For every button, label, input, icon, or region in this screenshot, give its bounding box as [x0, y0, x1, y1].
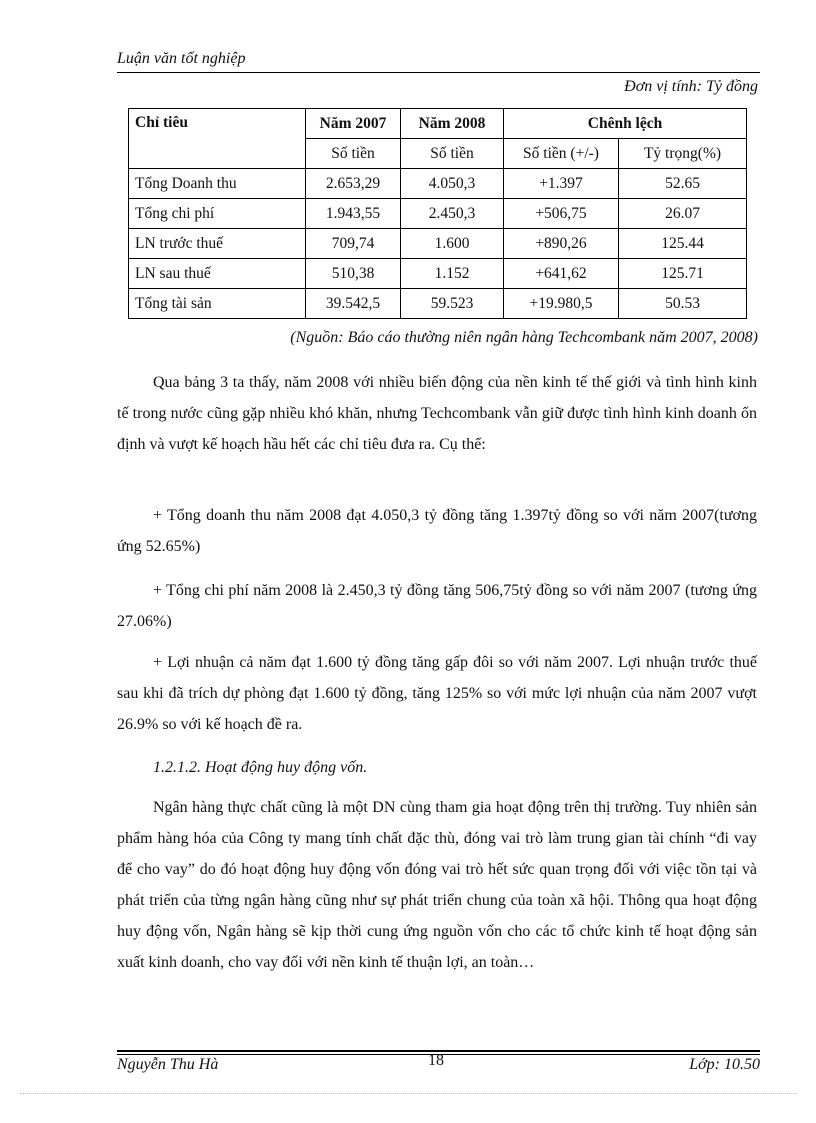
header-nam-2007: Năm 2007	[306, 109, 401, 139]
cell-2007: 1.943,55	[306, 199, 401, 229]
cell-2008: 2.450,3	[401, 199, 504, 229]
subheader-so-tien-diff: Số tiền (+/-)	[504, 139, 619, 169]
cell-diff: +19.980,5	[504, 289, 619, 319]
cell-2007: 510,38	[306, 259, 401, 289]
table-row	[129, 169, 747, 199]
header-chi-tieu: Chỉ tiêu	[129, 109, 306, 169]
paragraph-profit: + Lợi nhuận cả năm đạt 1.600 tỷ đồng tăng gấp đôi so với năm 2007. Lợi nhuận trước thuế sau khi đã trích dự phòng đạt 1.600 tỷ đồng, tăng 125% so với mức lợi nhuận của năm 2007 vượt 26.9% so với kế hoạch đề ra.	[117, 654, 757, 733]
table-row	[129, 259, 747, 289]
paragraph-revenue: + Tổng doanh thu năm 2008 đạt 4.050,3 tỷ đồng tăng 1.397tỷ đồng so với năm 2007(tương ứng 52.65%)	[117, 507, 757, 555]
cell-diff: +1.397	[504, 169, 619, 199]
header-chenh-lech: Chênh lệch	[504, 109, 747, 139]
table-row	[129, 229, 747, 259]
cell-diff: +890,26	[504, 229, 619, 259]
cell-2007: 39.542,5	[306, 289, 401, 319]
table-row	[129, 289, 747, 319]
section-heading: 1.2.1.2. Hoạt động huy động vốn.	[153, 759, 368, 776]
subheader-so-tien-2007: Số tiền	[306, 139, 401, 169]
header-title: Luận văn tốt nghiệp	[117, 50, 246, 67]
cell-2008: 4.050,3	[401, 169, 504, 199]
page-edge-divider	[20, 1093, 796, 1094]
table-header-row	[129, 109, 747, 139]
cell-diff: +641,62	[504, 259, 619, 289]
table-source-note: (Nguồn: Báo cáo thường niên ngân hàng Techcombank năm 2007, 2008)	[290, 329, 758, 346]
financial-table	[128, 108, 747, 319]
paragraph-summary: Qua bảng 3 ta thấy, năm 2008 với nhiều biến động của nền kinh tế thế giới và tình hình kinh tế trong nước cũng gặp nhiều khó khăn, nhưng Techcombank vẫn giữ được tình hình kinh doanh ổn định và vượt kế hoạch hầu hết các chỉ tiêu đưa ra. Cụ thể:	[117, 374, 757, 453]
row-label: LN sau thuế	[129, 259, 306, 289]
unit-note: Đơn vị tính: Tỷ đồng	[624, 78, 758, 95]
subheader-so-tien-2008: Số tiền	[401, 139, 504, 169]
cell-2007: 709,74	[306, 229, 401, 259]
row-label: Tổng chi phí	[129, 199, 306, 229]
cell-pct: 50.53	[619, 289, 747, 319]
row-label: Tổng tài sản	[129, 289, 306, 319]
cell-2008: 1.600	[401, 229, 504, 259]
cell-2008: 59.523	[401, 289, 504, 319]
row-label: Tổng Doanh thu	[129, 169, 306, 199]
cell-pct: 26.07	[619, 199, 747, 229]
paragraph-capital: Ngân hàng thực chất cũng là một DN cùng tham gia hoạt động trên thị trường. Tuy nhiên sản phẩm hàng hóa của Công ty mang tính chất đặc thù, đóng vai trò làm trung gian tài chính “đi vay để cho vay” do đó hoạt động huy động vốn đóng vai trò hết sức quan trọng đối với việc tồn tại và phát triển của từng ngân hàng cũng như sự phát triển chung của toàn xã hội. Thông qua hoạt động huy động vốn, Ngân hàng sẽ kịp thời cung ứng nguồn vốn cho các tổ chức kinh tế hoạt động sản xuất kinh doanh, cho vay đối với nền kinh tế thuận lợi, an toàn…	[117, 799, 757, 971]
cell-2008: 1.152	[401, 259, 504, 289]
footer-class: Lớp: 10.50	[689, 1056, 760, 1073]
cell-diff: +506,75	[504, 199, 619, 229]
cell-2007: 2.653,29	[306, 169, 401, 199]
cell-pct: 52.65	[619, 169, 747, 199]
table-row	[129, 199, 747, 229]
paragraph-cost: + Tổng chi phí năm 2008 là 2.450,3 tỷ đồng tăng 506,75tỷ đồng so với năm 2007 (tương ứng 27.06%)	[117, 582, 757, 630]
header-nam-2008: Năm 2008	[401, 109, 504, 139]
cell-pct: 125.71	[619, 259, 747, 289]
cell-pct: 125.44	[619, 229, 747, 259]
footer-author: Nguyễn Thu Hà	[117, 1056, 219, 1073]
page-number: 18	[428, 1052, 444, 1069]
header-rule	[117, 72, 760, 73]
subheader-ty-trong: Tỷ trọng(%)	[619, 139, 747, 169]
row-label: LN trước thuế	[129, 229, 306, 259]
